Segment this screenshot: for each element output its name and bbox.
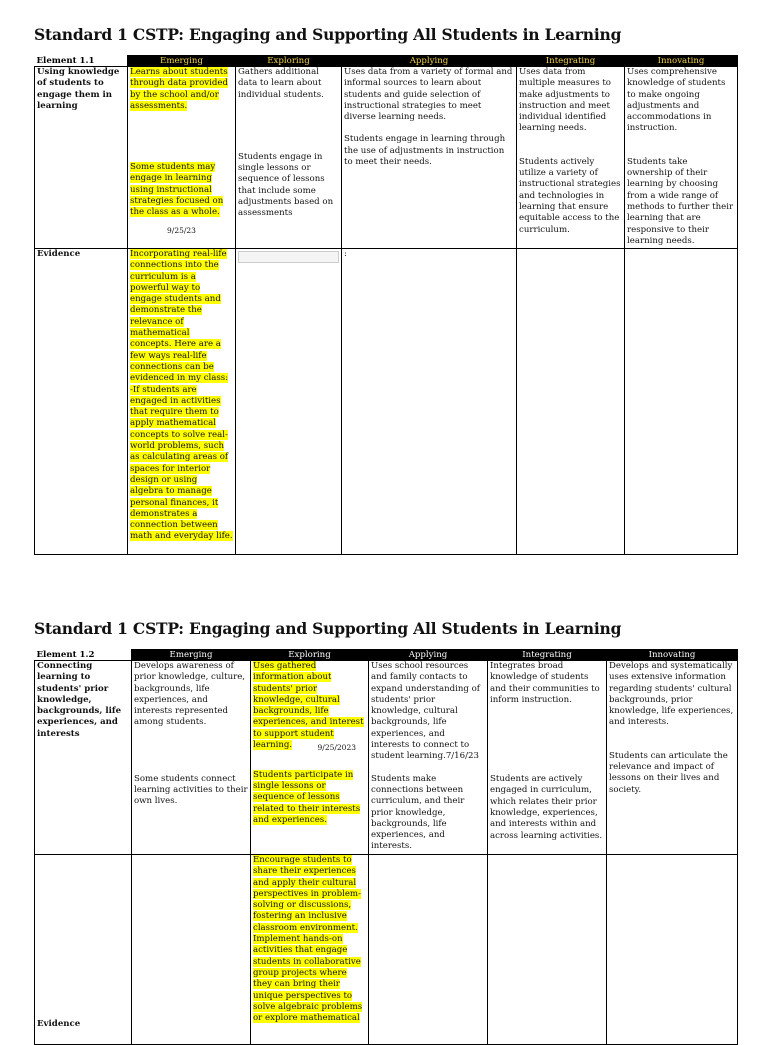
evidence-text: Encourage students to share their experiences and apply their cultural perspectives in problem-solving or discussions, fostering an inclusive classroom environment. Implement hands-on activities that engage students in collaborative group projects where they can bring their unique perspectives to solve algebraic problems or explore mathematical — [253, 855, 363, 1024]
level-innovating: Innovating — [625, 56, 738, 67]
page-title-2: Standard 1 CSTP: Engaging and Supporting All Students in Learning — [34, 619, 622, 638]
descriptor-text: Gathers additional data to learn about individual students. — [238, 67, 324, 100]
header-row-1 — [35, 56, 738, 67]
level-exploring: Exploring — [251, 650, 369, 661]
level-applying: Applying — [369, 650, 488, 661]
evidence-row-1 — [35, 249, 738, 555]
cell-exploring — [236, 67, 342, 249]
date-stamp: 9/25/23 — [167, 225, 196, 235]
student-descriptor-text: Students actively utilize a variety of instructional strategies and technologies in learning that ensure equitable access to the curriculum. — [519, 156, 621, 235]
evidence-label: Evidence — [35, 249, 128, 555]
element-label: Element 1.2 — [35, 650, 132, 661]
evidence-integrating[interactable] — [517, 249, 625, 555]
row-label: Using knowledge of students to engage them in learning — [35, 67, 128, 249]
evidence-emerging[interactable] — [128, 249, 236, 555]
evidence-innovating[interactable] — [607, 855, 738, 1045]
evidence-innovating[interactable] — [625, 249, 738, 555]
student-descriptor-text: Students can articulate the relevance and impact of lessons on their lives and society. — [609, 750, 728, 795]
student-descriptor-text: Students engage in single lessons or sequence of lessons that include some adjustments based on assessments — [238, 151, 334, 219]
level-emerging: Emerging — [132, 650, 251, 661]
evidence-exploring[interactable] — [251, 855, 369, 1045]
descriptor-row-2 — [35, 661, 738, 855]
student-descriptor-text: Students take ownership of their learning by choosing from a wide range of methods to further their learning that are responsive to their learning needs. — [627, 156, 734, 246]
evidence-integrating[interactable] — [488, 855, 607, 1045]
level-emerging: Emerging — [128, 56, 236, 67]
descriptor-row-1 — [35, 67, 738, 249]
evidence-applying[interactable] — [342, 249, 517, 555]
level-integrating: Integrating — [517, 56, 625, 67]
evidence-row-2 — [35, 855, 738, 1045]
row-label: Connecting learning to students' prior knowledge, backgrounds, life experiences, and interests — [35, 661, 132, 855]
student-descriptor-text: Students engage in learning through the use of adjustments in instruction to meet their needs. — [344, 134, 506, 168]
level-innovating: Innovating — [607, 650, 738, 661]
level-integrating: Integrating — [488, 650, 607, 661]
descriptor-text: Uses data from multiple measures to make adjustments to instruction and meet individual identified learning needs. — [519, 67, 611, 134]
student-descriptor-text: Students participate in single lessons or sequence of lessons related to their interests and experiences. — [253, 769, 361, 825]
cell-applying — [342, 67, 517, 249]
cell-integrating — [517, 67, 625, 249]
descriptor-text: Learns about students through data provided by the school and/or assessments. — [130, 67, 228, 111]
level-exploring: Exploring — [236, 56, 342, 67]
evidence-applying[interactable] — [369, 855, 488, 1045]
element-label: Element 1.1 — [35, 56, 128, 67]
student-descriptor-text: Students make connections between curriculum, and their prior knowledge, backgrounds, life experiences, and interests. — [371, 773, 465, 852]
evidence-label: Evidence — [35, 855, 132, 1045]
descriptor-text: Develops and systematically uses extensive information regarding students' cultural backgrounds, prior knowledge, life experiences, and interests. — [609, 661, 734, 728]
descriptor-text: Uses gathered information about students' prior knowledge, cultural backgrounds, life experiences, and interest to support student learning. — [253, 661, 364, 751]
page-title-1: Standard 1 CSTP: Engaging and Supporting All Students in Learning — [34, 25, 622, 44]
evidence-exploring[interactable] — [236, 249, 342, 555]
cell-applying — [369, 661, 488, 855]
descriptor-text: Integrates broad knowledge of students and their communities to inform instruction. — [490, 661, 600, 705]
student-descriptor-text: Some students may engage in learning using instructional strategies focused on the class as a whole. — [130, 162, 224, 218]
descriptor-text: Uses data from a variety of formal and informal sources to learn about students and guide selection of instructional strategies to meet diverse learning needs. — [344, 67, 513, 123]
evidence-input[interactable] — [238, 251, 339, 263]
evidence-emerging[interactable] — [132, 855, 251, 1045]
descriptor-text: Uses comprehensive knowledge of students to make ongoing adjustments and accommodations in instruction. — [627, 67, 726, 134]
cell-emerging — [128, 67, 236, 249]
cell-innovating — [607, 661, 738, 855]
cell-innovating — [625, 67, 738, 249]
cell-integrating — [488, 661, 607, 855]
evidence-text: Incorporating real-life connections into the curriculum is a powerful way to engage students and demonstrate the relevance of mathematical concepts. Here are a few ways real-life connections can be evidenced in my class: -If students are engaged in activities that require them to apply mathematical concepts to solve real-world problems, such as calculating areas of spaces for interior design or using algebra to manage personal finances, it demonstrates a connection between math and everyday life. — [130, 249, 233, 542]
level-applying: Applying — [342, 56, 517, 67]
evidence-text: : — [344, 249, 347, 259]
cell-exploring — [251, 661, 369, 855]
rubric-table-1 — [34, 55, 738, 555]
header-row-2 — [35, 650, 738, 661]
descriptor-text: Uses school resources and family contacts to expand understanding of students' prior knowledge, cultural backgrounds, life experiences, and interests to connect to student learning.7/16/23 — [371, 661, 480, 762]
rubric-table-2 — [34, 649, 738, 1045]
student-descriptor-text: Some students connect learning activities to their own lives. — [134, 773, 248, 807]
descriptor-text: Develops awareness of prior knowledge, culture, backgrounds, life experiences, and interests represented among students. — [134, 661, 246, 728]
student-descriptor-text: Students are actively engaged in curriculum, which relates their prior knowledge, experiences, and interests within and across learning activities. — [490, 774, 603, 841]
cell-emerging — [132, 661, 251, 855]
date-stamp: 9/25/2023 — [317, 743, 356, 753]
